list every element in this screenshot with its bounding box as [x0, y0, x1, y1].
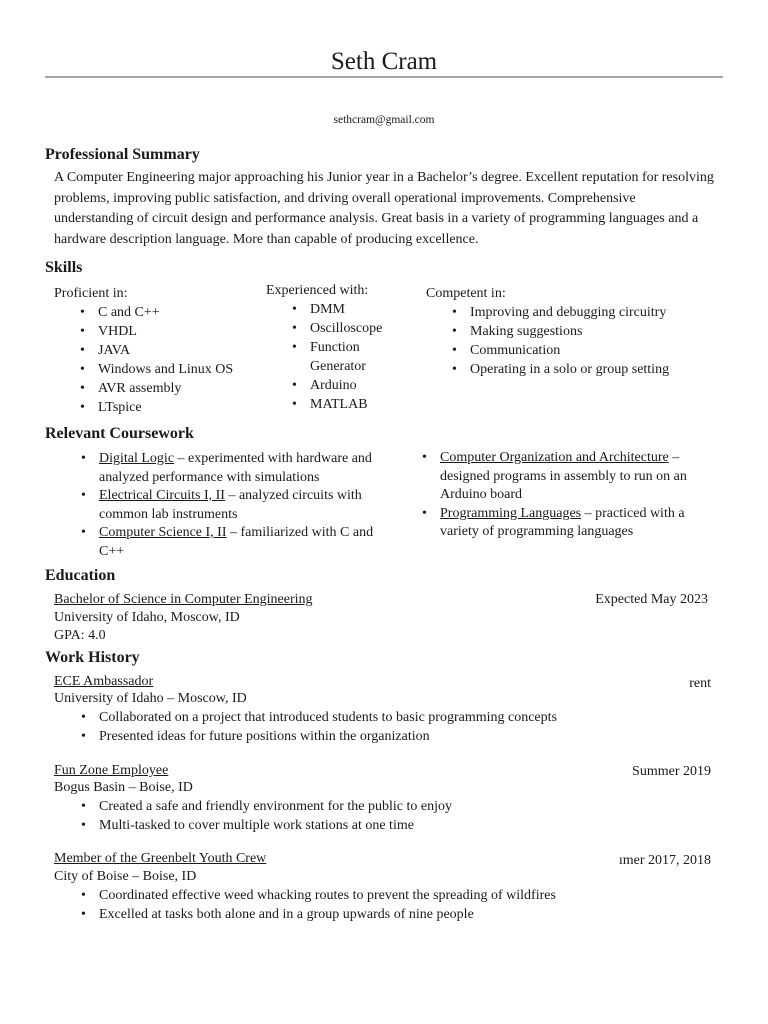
skills-competent-label: Competent in: — [426, 286, 506, 301]
list-item: • JAVA — [74, 341, 264, 360]
list-item: • LTspice — [74, 398, 264, 417]
course-name: Computer Organization and Architecture — [440, 450, 669, 465]
course-name: Computer Science I, II — [99, 525, 227, 540]
coursework-item — [75, 524, 375, 561]
list-item: • Created a safe and friendly environment for the public to enjoy — [75, 797, 695, 816]
course-desc: – experimented with hardware and analyzed performance with simulations — [99, 451, 372, 485]
job-title: ECE Ambassador — [54, 674, 154, 689]
list-item: • Arduino — [286, 376, 406, 395]
job-bullets — [75, 797, 695, 835]
contact-email: sethcram@gmail.com — [333, 114, 435, 126]
list-item: • C and C++ — [74, 303, 264, 322]
coursework-list-left — [75, 450, 375, 561]
degree-date: Expected May 2023 — [595, 592, 708, 607]
coursework-item — [75, 450, 375, 487]
list-item: • Coordinated effective weed whacking routes to prevent the spreading of wildfires — [75, 886, 695, 905]
resume-name: Seth Cram — [330, 48, 438, 75]
coursework-item — [75, 487, 375, 524]
list-item: • Function Generator — [286, 338, 370, 376]
list-item: • Presented ideas for future positions within the organization — [75, 727, 695, 746]
section-heading-work: Work History — [45, 649, 140, 666]
list-item: • VHDL — [74, 322, 264, 341]
section-heading-skills: Skills — [45, 259, 83, 276]
job-org: University of Idaho – Moscow, ID — [54, 691, 247, 706]
course-desc: – familiarized with C and C++ — [99, 525, 374, 559]
job-title: Member of the Greenbelt Youth Crew — [54, 851, 267, 866]
list-item: • Communication — [446, 341, 726, 360]
course-name: Programming Languages — [440, 505, 582, 521]
skills-proficient — [54, 284, 264, 417]
skills-competent — [426, 284, 726, 379]
skills-proficient-label: Proficient in: — [54, 286, 128, 301]
list-item: • DMM — [286, 300, 406, 319]
course-desc: – practiced with a variety of programming languages — [440, 505, 685, 539]
list-item: • AVR assembly — [74, 379, 264, 398]
course-name: Electrical Circuits I, II — [99, 488, 225, 503]
list-item: • Excelled at tasks both alone and in a group upwards of nine people — [75, 905, 695, 924]
list-item: • Collaborated on a project that introduced students to basic programming concepts — [75, 708, 695, 727]
job-date: ımer 2017, 2018 — [618, 853, 711, 868]
job-date: Summer 2019 — [632, 764, 711, 779]
skills-experienced-label: Experienced with: — [266, 283, 369, 298]
list-item: • Oscilloscope — [286, 319, 406, 338]
skills-experienced — [266, 281, 406, 414]
job-title: Fun Zone Employee — [54, 763, 169, 778]
list-item: • Multi-tasked to cover multiple work stations at one time — [75, 816, 695, 835]
list-item: • Windows and Linux OS — [74, 360, 264, 379]
course-name: Digital Logic — [99, 451, 175, 466]
list-item: • Making suggestions — [446, 322, 726, 341]
section-heading-education: Education — [45, 567, 116, 584]
section-heading-coursework: Relevant Coursework — [45, 425, 194, 442]
list-item: • Operating in a solo or group setting — [446, 360, 726, 379]
job-date: rent — [689, 676, 711, 691]
list-item: • Improving and debugging circuitry — [446, 303, 726, 322]
course-desc: – designed programs in assembly to run on an Arduino board — [440, 450, 687, 502]
school-name: University of Idaho, Moscow, ID — [54, 610, 240, 625]
coursework-list-right — [416, 449, 712, 542]
job-org: Bogus Basin – Boise, ID — [54, 780, 193, 795]
coursework-item — [416, 449, 712, 505]
degree-title: Bachelor of Science in Computer Engineering — [54, 592, 313, 607]
header-divider — [45, 76, 723, 78]
summary-text: A Computer Engineering major approaching his Junior year in a Bachelor’s degree. Excellent reputation for resolving problems, improving public satisfaction, and driving overall operational improvements. Comprehensive understanding of circuit design and performance analysis. Great basis in a variety of programming languages and a hardware description language. More than capable of producing excellence. — [54, 170, 714, 247]
section-heading-summary: Professional Summary — [45, 146, 200, 163]
job-org: City of Boise – Boise, ID — [54, 869, 197, 884]
job-bullets — [75, 708, 695, 746]
gpa: GPA: 4.0 — [54, 628, 106, 643]
course-desc: – analyzed circuits with common lab instruments — [99, 488, 362, 522]
job-bullets — [75, 886, 695, 924]
coursework-item — [416, 505, 712, 542]
list-item: • MATLAB — [286, 395, 406, 414]
